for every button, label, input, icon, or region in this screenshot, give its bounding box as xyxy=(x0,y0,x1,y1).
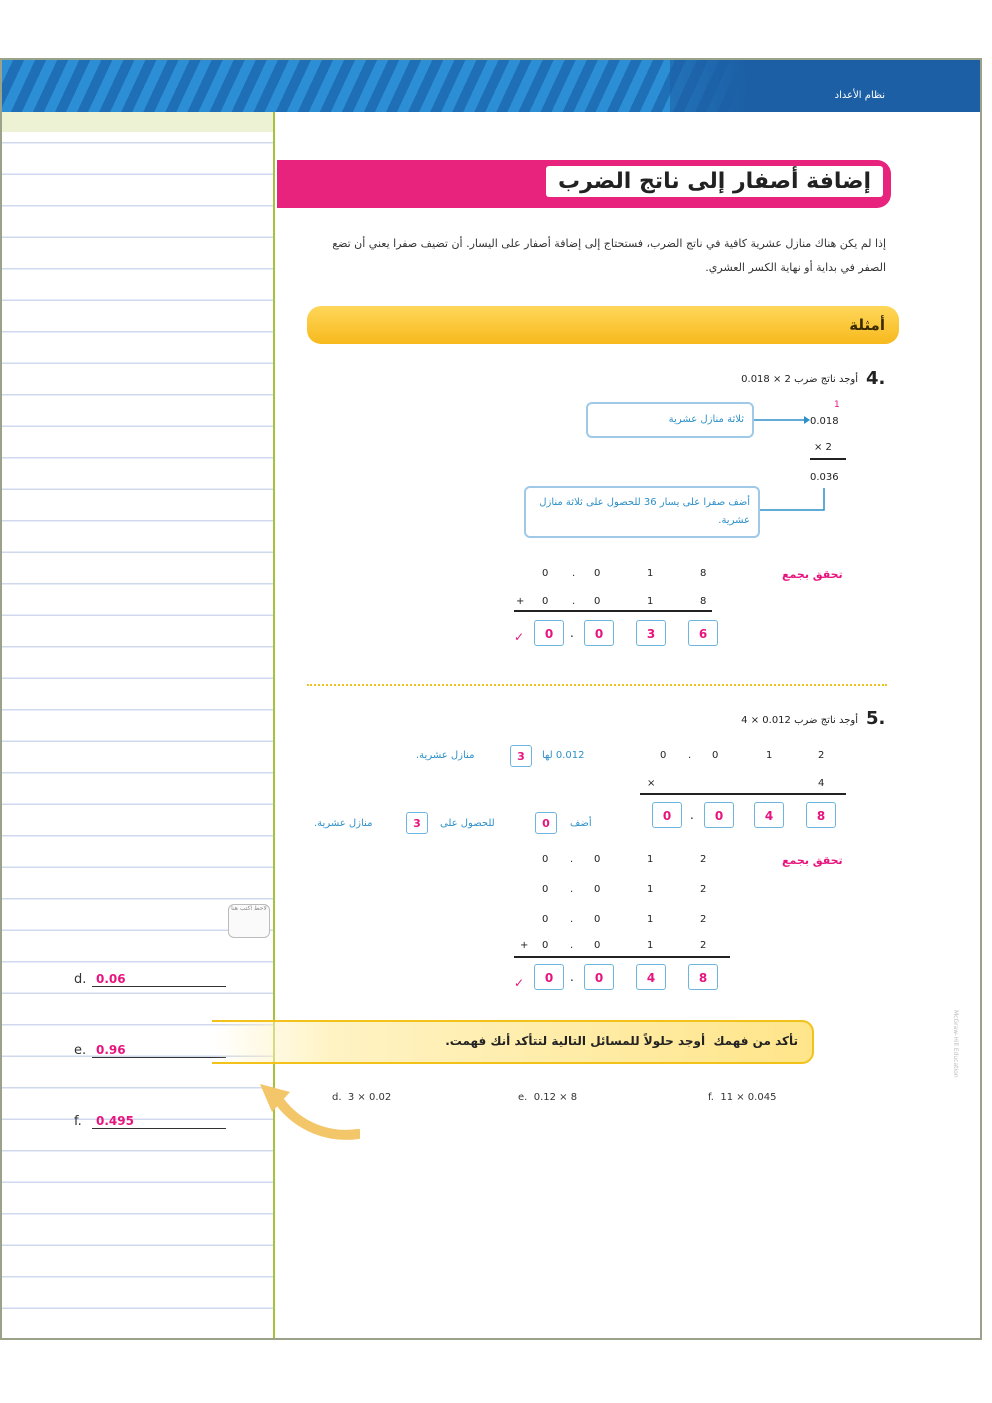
ex5-note2-b: للحصول على xyxy=(440,818,495,829)
problem-e-expr: 0.12 × 8 xyxy=(533,1092,578,1103)
examples-bar xyxy=(307,306,899,344)
answer-e-value[interactable]: 0.96 xyxy=(92,1043,226,1058)
problem-f[interactable] xyxy=(708,1092,776,1103)
ex5-note1-b: منازل عشرية. xyxy=(416,750,475,761)
ex5-note2-c: منازل عشرية. xyxy=(314,818,373,829)
ex5-r4-sign: + xyxy=(520,940,529,951)
ex5-chk-0[interactable]: 0 xyxy=(534,964,564,990)
ex5-ans-dot: . xyxy=(690,808,694,822)
ex4-r1-d1: 0 xyxy=(594,568,601,579)
ex4-r1-d3: 8 xyxy=(700,568,707,579)
ex4-ans-1[interactable]: 0 xyxy=(584,620,614,646)
example4-carry: 1 xyxy=(834,400,840,410)
check-understanding-bar xyxy=(212,1020,814,1064)
problem-f-expr: 11 × 0.045 xyxy=(720,1092,777,1103)
example5-check-label: تحقق بجمع xyxy=(782,854,843,867)
check-understanding-label: تأكد من فهمك xyxy=(713,1034,798,1048)
ex5-top-dot: . xyxy=(688,750,692,761)
ex5-chk-3[interactable]: 8 xyxy=(688,964,718,990)
ex5-ans-0[interactable]: 0 xyxy=(652,802,682,828)
breadcrumb: نظام الأعداد xyxy=(834,90,885,101)
lesson-title-bar xyxy=(277,160,891,208)
lesson-intro: إذا لم يكن هناك منازل عشرية كافية في ناتج الضرب، فستحتاج إلى إضافة أصفار على اليسار. أن تضيف صفرا يعني أن تضع الصفر في بداية أو نهاية الكسر العشري. xyxy=(332,237,886,274)
ex5-top-2: 1 xyxy=(766,750,773,761)
ex4-sum-line xyxy=(514,610,712,612)
example4-product: 0.036 xyxy=(810,472,839,483)
ex5-sum-line xyxy=(514,956,730,958)
example5-number: 5. xyxy=(866,708,886,729)
notes-column xyxy=(2,112,275,1340)
ex5-r1-dot: . xyxy=(570,854,574,865)
ex5-tick: ✓ xyxy=(514,976,525,990)
ex5-ans-2[interactable]: 4 xyxy=(754,802,784,828)
ex4-r2-sign: + xyxy=(516,596,525,607)
ex4-r1-d0: 0 xyxy=(542,568,549,579)
ex5-r3-dot: . xyxy=(570,914,574,925)
ex5-top-1: 0 xyxy=(712,750,719,761)
ex5-r4-dot: . xyxy=(570,940,574,951)
note-icon-text: لاحظ اكتب هنا xyxy=(231,905,267,912)
ex5-r4-2: 1 xyxy=(647,940,654,951)
ex4-tick: ✓ xyxy=(514,630,525,644)
example5-prompt: أوجد ناتج ضرب 0.012 × 4 xyxy=(741,715,858,726)
check-understanding-instruction: أوجد حلولاً للمسائل التالية لتتأكد أنك فهمت. xyxy=(445,1034,706,1048)
ex5-ans-1[interactable]: 0 xyxy=(704,802,734,828)
lesson-title: إضافة أصفار إلى ناتج الضرب xyxy=(546,166,883,197)
example4-factor2: × 2 xyxy=(814,442,832,453)
ex4-ans-dot: . xyxy=(570,626,574,640)
ex5-top-0: 0 xyxy=(660,750,667,761)
example4-factor1: 0.018 xyxy=(810,416,839,427)
ex4-ans-0[interactable]: 0 xyxy=(534,620,564,646)
example4-callout2: أضف صفرا على يسار 36 للحصول على ثلاثة منازل عشرية. xyxy=(524,486,760,538)
callout1-arrow xyxy=(754,414,810,426)
answer-e xyxy=(74,1043,234,1058)
workbook-page xyxy=(0,58,982,1340)
example4-callout1: ثلاثة منازل عشرية xyxy=(586,402,754,438)
ex5-r4-0: 0 xyxy=(542,940,549,951)
ex4-r1-dot: . xyxy=(572,568,576,579)
ex5-r2-0: 0 xyxy=(542,884,549,895)
ex5-r1-0: 0 xyxy=(542,854,549,865)
answer-d xyxy=(74,972,234,987)
ex5-multiplier: 4 xyxy=(818,778,825,789)
ex5-r2-1: 0 xyxy=(594,884,601,895)
ex5-note1-box[interactable]: 3 xyxy=(510,745,532,767)
ex4-r2-d1: 0 xyxy=(594,596,601,607)
ex5-note2-box2[interactable]: 3 xyxy=(406,812,428,834)
examples-label: أمثلة xyxy=(849,316,885,334)
example4-check-label: تحقق بجمع xyxy=(782,568,843,581)
ex5-r1-3: 2 xyxy=(700,854,707,865)
ex5-note1-a: 0.012 لها xyxy=(542,750,585,761)
ex5-chk-1[interactable]: 0 xyxy=(584,964,614,990)
answer-f xyxy=(74,1114,234,1129)
ex5-r4-3: 2 xyxy=(700,940,707,951)
ex4-ans-3[interactable]: 6 xyxy=(688,620,718,646)
pointer-arrow-icon xyxy=(250,1078,360,1148)
example4-prompt: أوجد ناتج ضرب 2 × 0.018 xyxy=(741,374,858,385)
ex4-ans-2[interactable]: 3 xyxy=(636,620,666,646)
ex5-mult-line xyxy=(640,793,846,795)
problem-e-label: e. xyxy=(518,1092,528,1103)
problem-d-expr: 3 × 0.02 xyxy=(347,1092,392,1103)
notes-top-band xyxy=(2,112,273,132)
answer-d-label: d. xyxy=(74,972,87,987)
ex5-r2-dot: . xyxy=(570,884,574,895)
ex5-r3-1: 0 xyxy=(594,914,601,925)
example4-number: 4. xyxy=(866,368,886,389)
ex5-r4-1: 0 xyxy=(594,940,601,951)
problem-d[interactable] xyxy=(332,1092,391,1103)
ex4-r2-d3: 8 xyxy=(700,596,707,607)
example4-line xyxy=(810,458,846,460)
ex4-r2-d0: 0 xyxy=(542,596,549,607)
ex5-note2-a: أضف xyxy=(570,818,592,829)
ex5-note2-box1[interactable]: 0 xyxy=(535,812,557,834)
ex5-chk-dot: . xyxy=(570,970,574,984)
ex4-r2-dot: . xyxy=(572,596,576,607)
check-understanding-text xyxy=(445,1034,798,1048)
ex5-r3-0: 0 xyxy=(542,914,549,925)
ex5-r3-2: 1 xyxy=(647,914,654,925)
problem-d-label: d. xyxy=(332,1092,342,1103)
examples-separator xyxy=(307,684,887,686)
ex5-r2-3: 2 xyxy=(700,884,707,895)
header-bar xyxy=(2,60,980,112)
ex4-r2-d2: 1 xyxy=(647,596,654,607)
ex5-r2-2: 1 xyxy=(647,884,654,895)
ex5-r1-1: 0 xyxy=(594,854,601,865)
answer-f-label: f. xyxy=(74,1114,82,1129)
ex4-r1-d2: 1 xyxy=(647,568,654,579)
answer-f-value[interactable]: 0.495 xyxy=(92,1114,226,1129)
answer-d-value[interactable]: 0.06 xyxy=(92,972,226,987)
ex5-r3-3: 2 xyxy=(700,914,707,925)
note-icon xyxy=(228,904,270,938)
answer-e-label: e. xyxy=(74,1043,87,1058)
ex5-chk-2[interactable]: 4 xyxy=(636,964,666,990)
problem-e[interactable] xyxy=(518,1092,577,1103)
problem-f-label: f. xyxy=(708,1092,714,1103)
side-credit: McGraw-Hill Education xyxy=(952,1010,959,1078)
callout2-arrow xyxy=(760,488,830,514)
header-shade xyxy=(670,60,980,112)
ex5-ans-3[interactable]: 8 xyxy=(806,802,836,828)
ex5-r1-2: 1 xyxy=(647,854,654,865)
ex5-times: × xyxy=(647,778,656,789)
ex5-top-3: 2 xyxy=(818,750,825,761)
